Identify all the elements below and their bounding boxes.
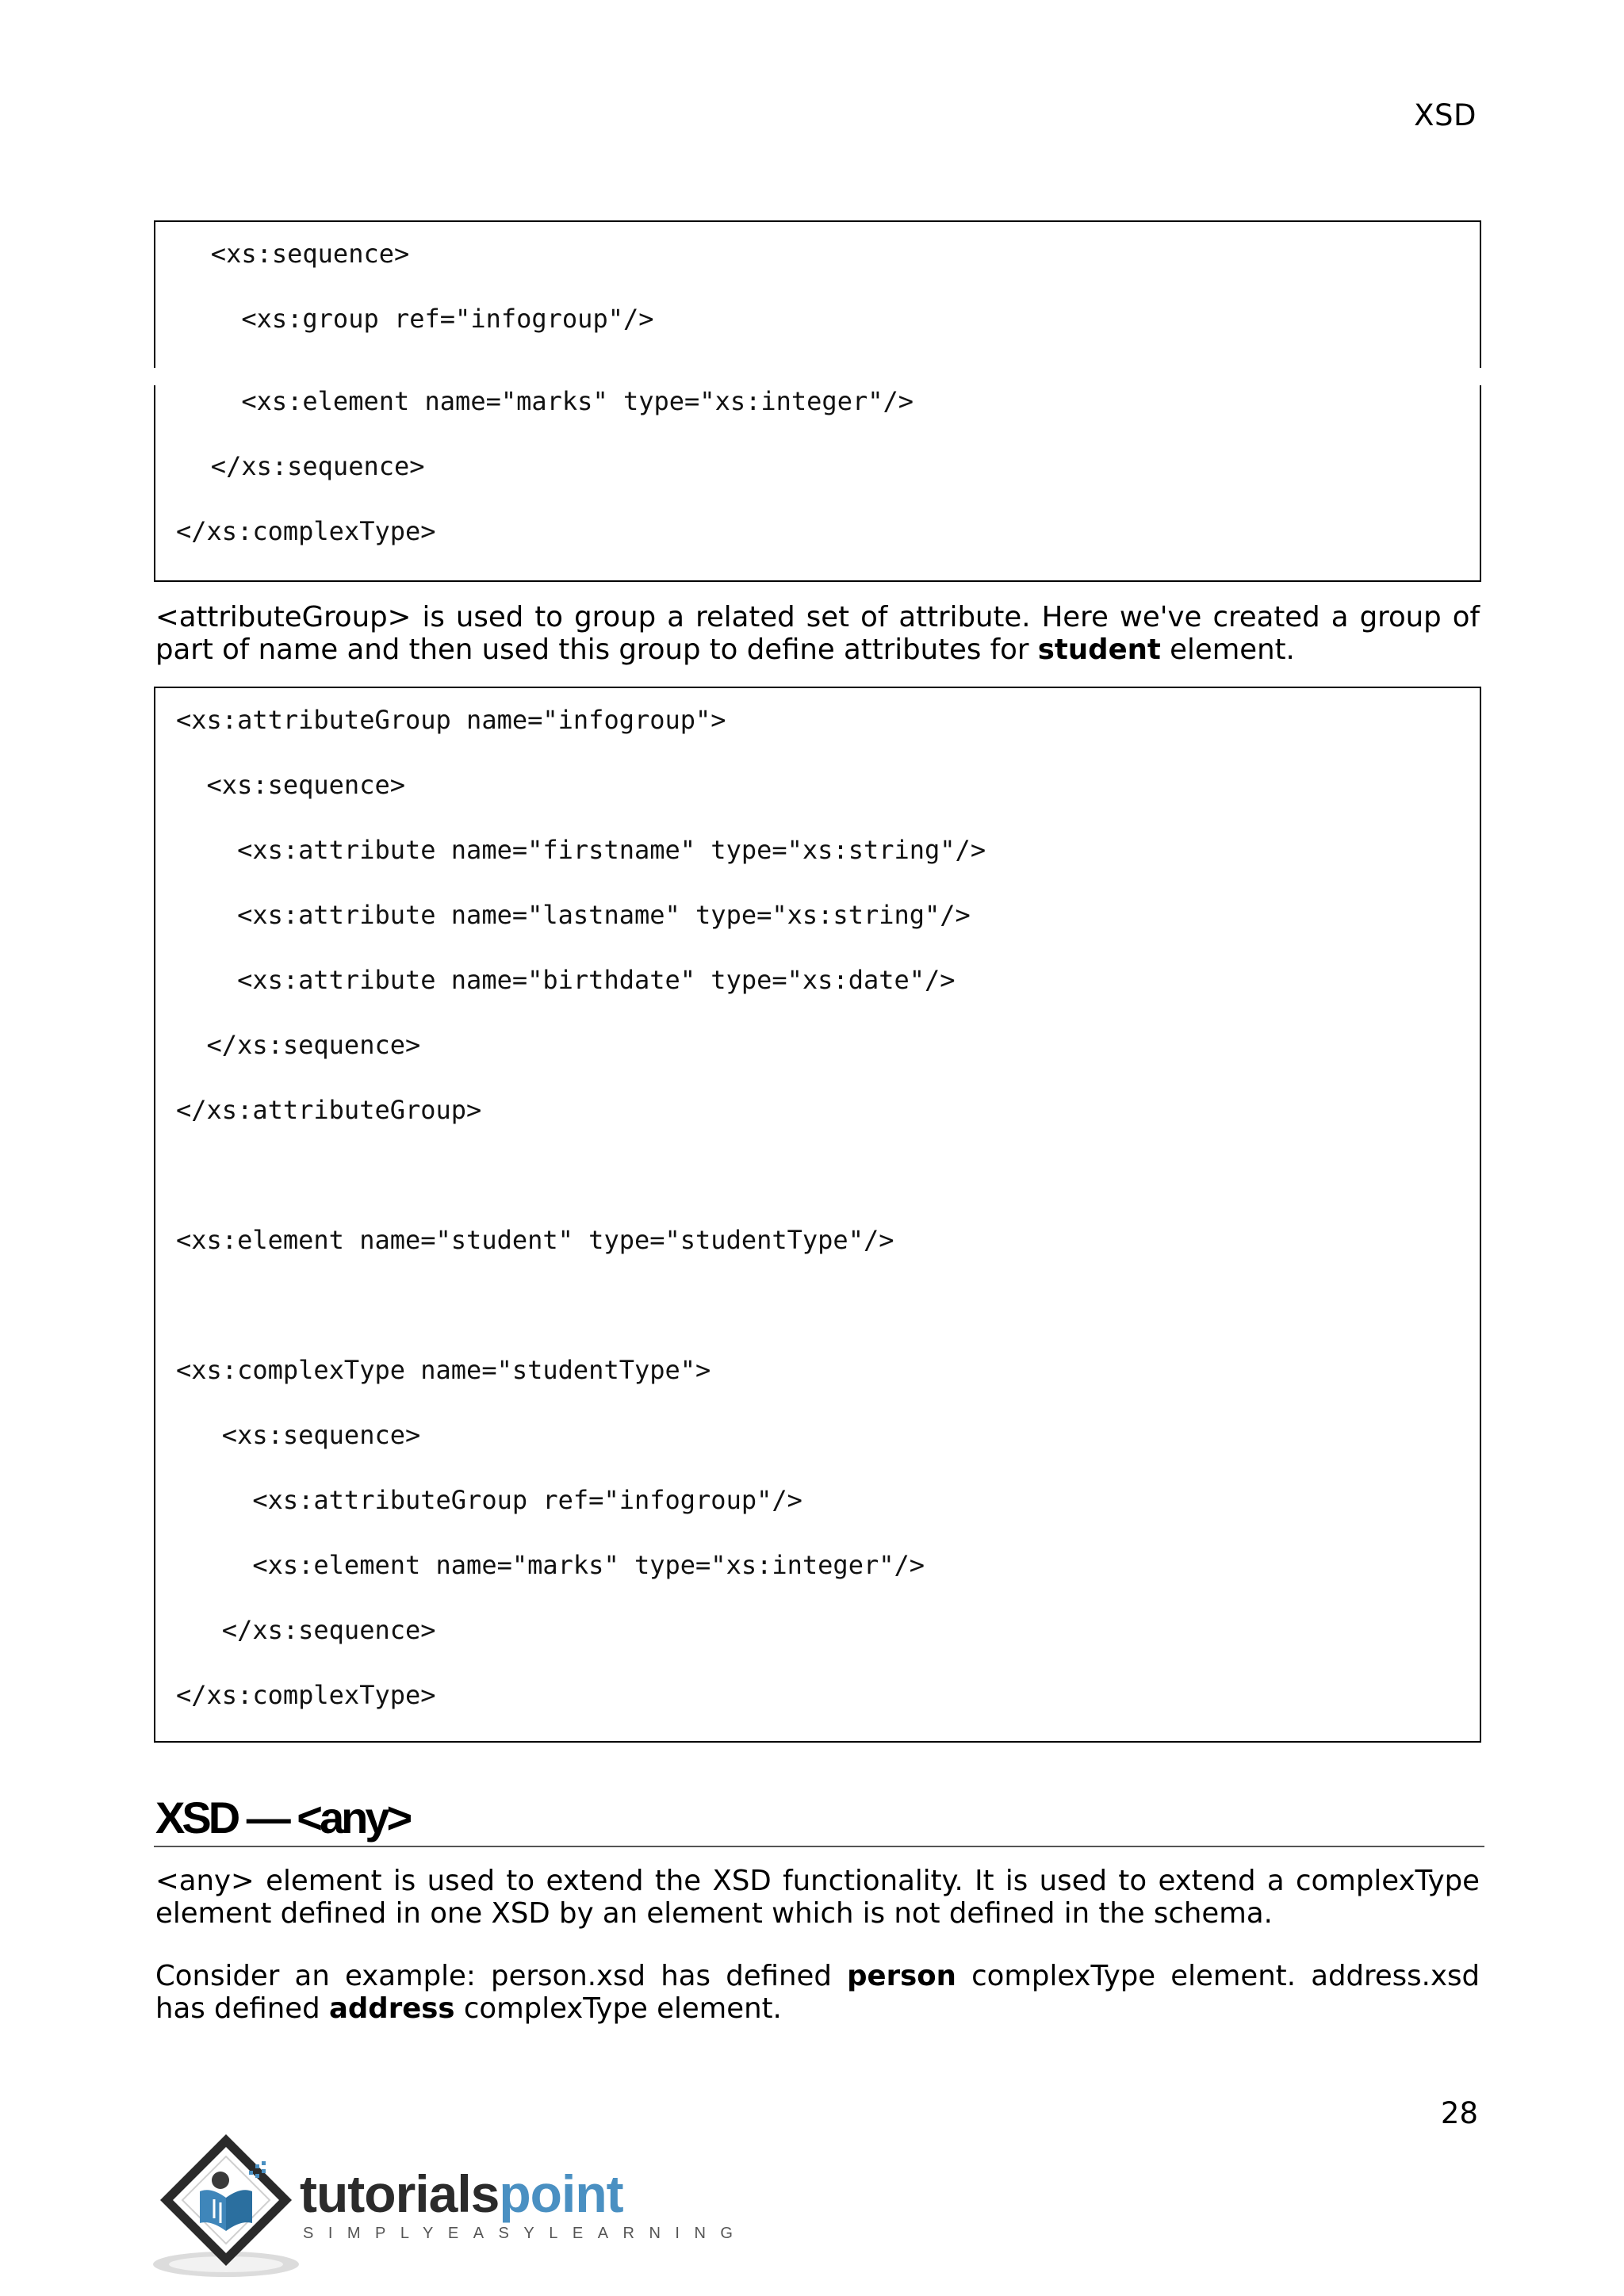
code-line: </xs:attributeGroup> — [176, 1095, 482, 1125]
code-line: </xs:sequence> — [165, 451, 425, 481]
code-line: </xs:complexType> — [176, 516, 436, 546]
paragraph-attribute-group — [155, 601, 1480, 666]
code-line: </xs:complexType> — [176, 1680, 436, 1710]
code-line: </xs:sequence> — [176, 1030, 421, 1060]
paragraph-text: <attributeGroup> is used to group a related set of attribute. Here we've created a group of part of name and then used this group to define attributes for — [155, 601, 1480, 666]
paragraph-example — [155, 1960, 1480, 2025]
code-line: </xs:sequence> — [176, 1615, 436, 1645]
code-line: <xs:attribute name="firstname" type="xs:string"/> — [176, 835, 986, 865]
paragraph-bold-text: address — [328, 1992, 455, 2025]
page-number: 28 — [1440, 2096, 1478, 2130]
code-line: <xs:attribute name="birthdate" type="xs:date"/> — [176, 965, 956, 995]
code-line: <xs:attribute name="lastname" type="xs:string"/> — [176, 900, 971, 930]
page-header-title: XSD — [1414, 98, 1477, 132]
code-block-attribute-group — [154, 687, 1481, 1743]
code-line: <xs:sequence> — [176, 770, 405, 800]
code-block-continued-end — [154, 385, 1481, 582]
code-line: <xs:attributeGroup name="infogroup"> — [176, 705, 726, 735]
paragraph-text: Consider an example: person.xsd has defined — [155, 1960, 848, 1992]
paragraph-text: complexType element. address.xsd has defined — [155, 1960, 1480, 2025]
code-line: <xs:element name="student" type="studentType"/> — [176, 1225, 894, 1255]
paragraph-text: complexType element. — [454, 1992, 782, 2025]
logo-emblem-icon — [151, 2125, 301, 2283]
paragraph-text: element. — [1160, 633, 1295, 666]
code-line: <xs:attributeGroup ref="infogroup"/> — [176, 1485, 802, 1515]
logo-word-tutorials: tutorials — [300, 2164, 500, 2223]
code-line: <xs:element name="marks" type="xs:integer"/> — [165, 386, 914, 416]
section-heading: XSD — <any> — [155, 1793, 410, 1843]
heading-divider — [154, 1846, 1484, 1847]
code-line: <xs:sequence> — [165, 239, 410, 269]
code-line: <xs:element name="marks" type="xs:integer"/> — [176, 1550, 925, 1580]
logo-word-point: point — [499, 2164, 623, 2223]
paragraph-any-element: <any> element is used to extend the XSD functionality. It is used to extend a complexType element defined in one XSD by an element which is not defined in the schema. — [155, 1865, 1480, 1930]
paragraph-bold-text: student — [1037, 633, 1161, 666]
logo-wordmark — [300, 2164, 623, 2223]
code-line: <xs:sequence> — [176, 1420, 421, 1450]
logo-tagline: SIMPLYEASYLEARNING — [303, 2225, 748, 2242]
tutorialspoint-logo — [151, 2125, 748, 2283]
code-line: <xs:group ref="infogroup"/> — [165, 304, 654, 334]
code-block-continued — [154, 220, 1481, 368]
code-line: <xs:complexType name="studentType"> — [176, 1355, 711, 1385]
paragraph-bold-text: person — [847, 1960, 956, 1992]
